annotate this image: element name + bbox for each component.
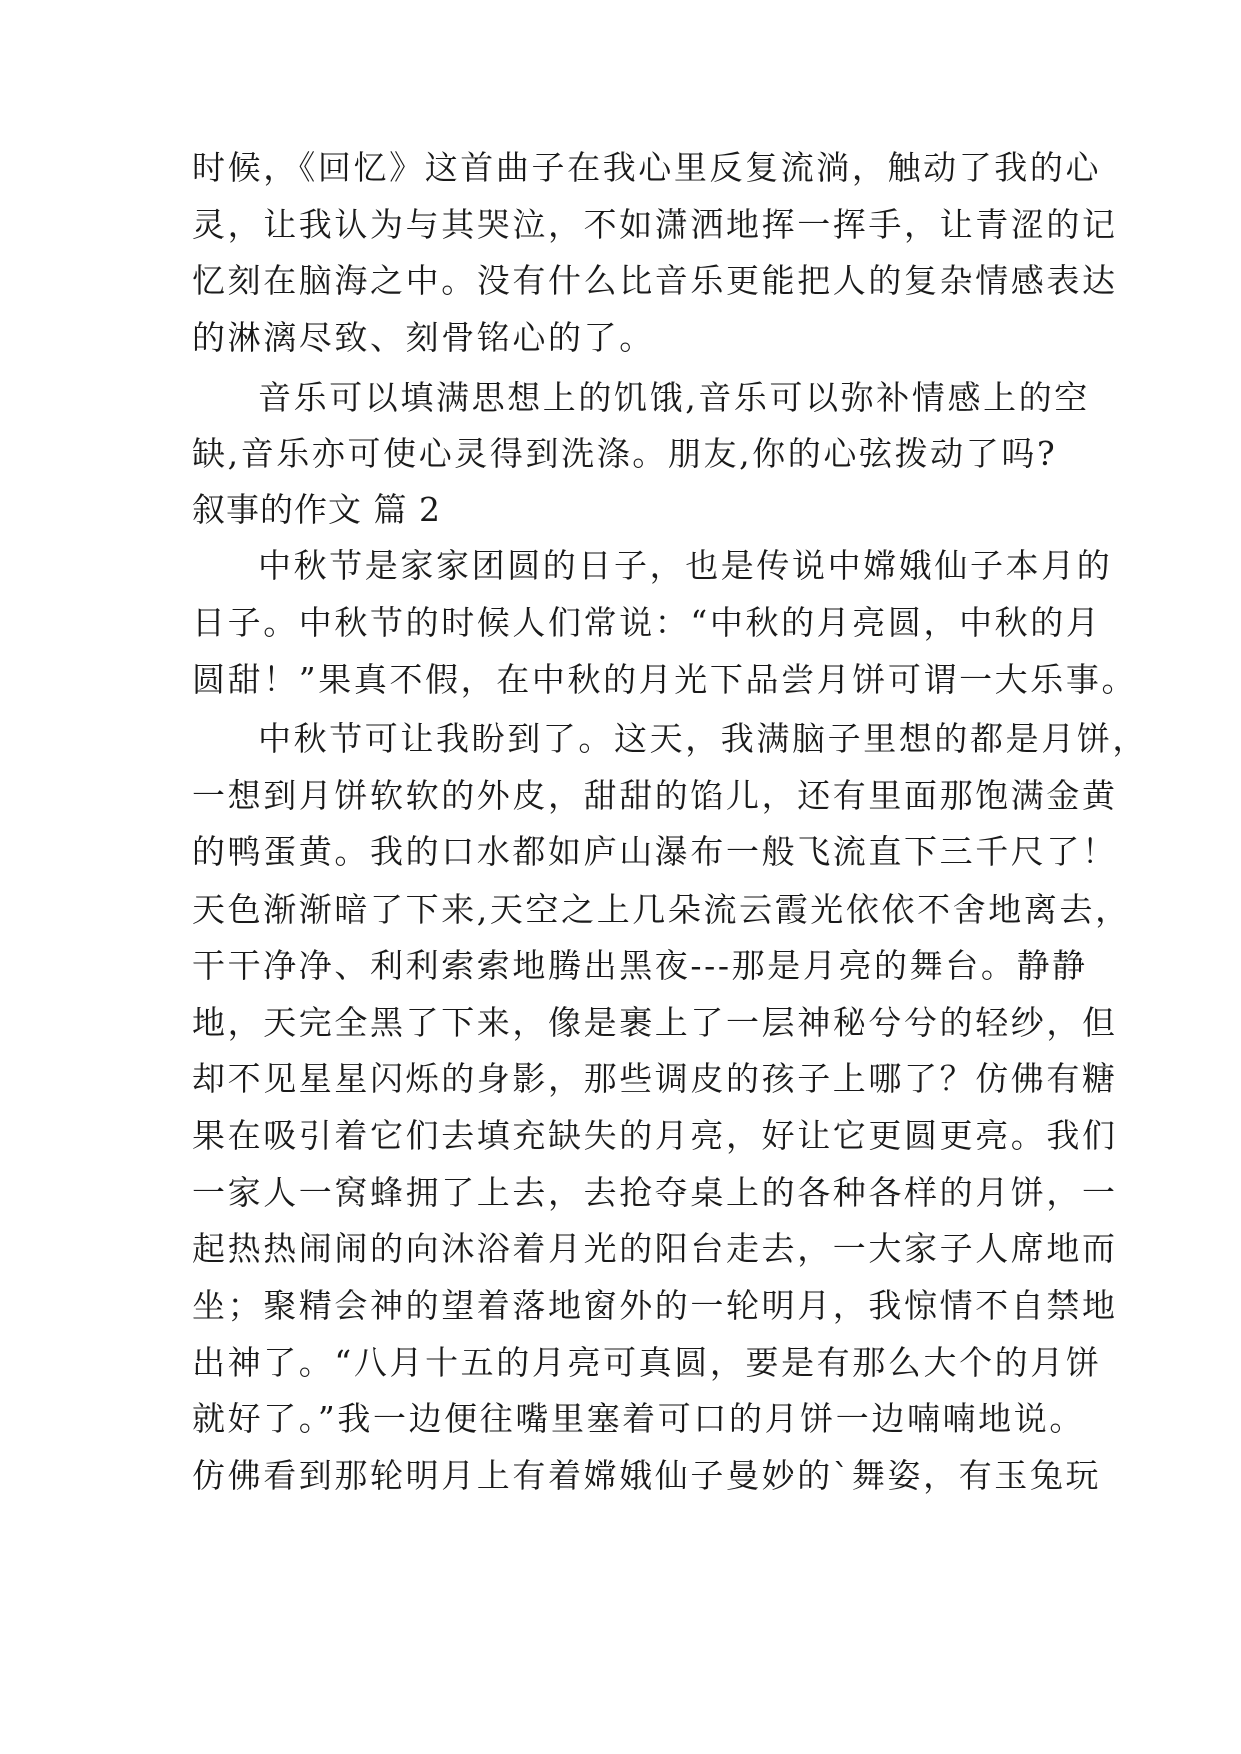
text-line: 天色渐渐暗了下来,天空之上几朵流云霞光依依不舍地离去， <box>192 890 1131 929</box>
text-line: 地，天完全黑了下来，像是裹上了一层神秘兮兮的轻纱，但 <box>192 1003 1118 1042</box>
text-line: 干干净净、利利索索地腾出黑夜---那是月亮的舞台。静静 <box>192 946 1088 985</box>
text-line: 一想到月饼软软的外皮，甜甜的馅儿，还有里面那饱满金黄 <box>192 776 1118 815</box>
text-line: 就好了。”我一边便往嘴里塞着可口的月饼一边喃喃地说。 <box>192 1399 1085 1438</box>
text-line: 缺,音乐亦可使心灵得到洗涤。朋友,你的心弦拨动了吗? <box>192 434 1058 473</box>
text-line: 灵，让我认为与其哭泣，不如潇洒地挥一挥手，让青涩的记 <box>192 205 1118 244</box>
text-line: 一家人一窝蜂拥了上去，去抢夺桌上的各种各样的月饼，一 <box>192 1173 1118 1212</box>
text-line: 中秋节是家家团圆的日子，也是传说中嫦娥仙子本月的 <box>258 546 1113 585</box>
text-line: 仿佛看到那轮明月上有着嫦娥仙子曼妙的`舞姿，有玉兔玩 <box>192 1456 1102 1495</box>
text-line: 的鸭蛋黄。我的口水都如庐山瀑布一般飞流直下三千尺了！ <box>192 832 1118 871</box>
text-line: 中秋节可让我盼到了。这天，我满脑子里想的都是月饼， <box>258 719 1148 758</box>
text-line: 时候，《回忆》这首曲子在我心里反复流淌，触动了我的心 <box>192 148 1102 187</box>
text-line: 起热热闹闹的向沐浴着月光的阳台走去，一大家子人席地而 <box>192 1229 1118 1268</box>
text-line: 日子。中秋节的时候人们常说：“中秋的月亮圆，中秋的月 <box>192 603 1102 642</box>
text-line: 却不见星星闪烁的身影，那些调皮的孩子上哪了？仿佛有糖 <box>192 1059 1118 1098</box>
text-line: 忆刻在脑海之中。没有什么比音乐更能把人的复杂情感表达 <box>192 261 1118 300</box>
text-line: 的淋漓尽致、刻骨铭心的了。 <box>192 318 655 357</box>
text-line: 圆甜！”果真不假，在中秋的月光下品尝月饼可谓一大乐事。 <box>192 660 1138 699</box>
text-line: 果在吸引着它们去填充缺失的月亮，好让它更圆更亮。我们 <box>192 1116 1118 1155</box>
text-line: 出神了。“八月十五的月亮可真圆，要是有那么大个的月饼 <box>192 1343 1102 1382</box>
text-line: 音乐可以填满思想上的饥饿,音乐可以弥补情感上的空 <box>258 378 1090 417</box>
text-line: 坐；聚精会神的望着落地窗外的一轮明月，我惊情不自禁地 <box>192 1286 1118 1325</box>
section-heading: 叙事的作文 篇 2 <box>192 490 441 529</box>
